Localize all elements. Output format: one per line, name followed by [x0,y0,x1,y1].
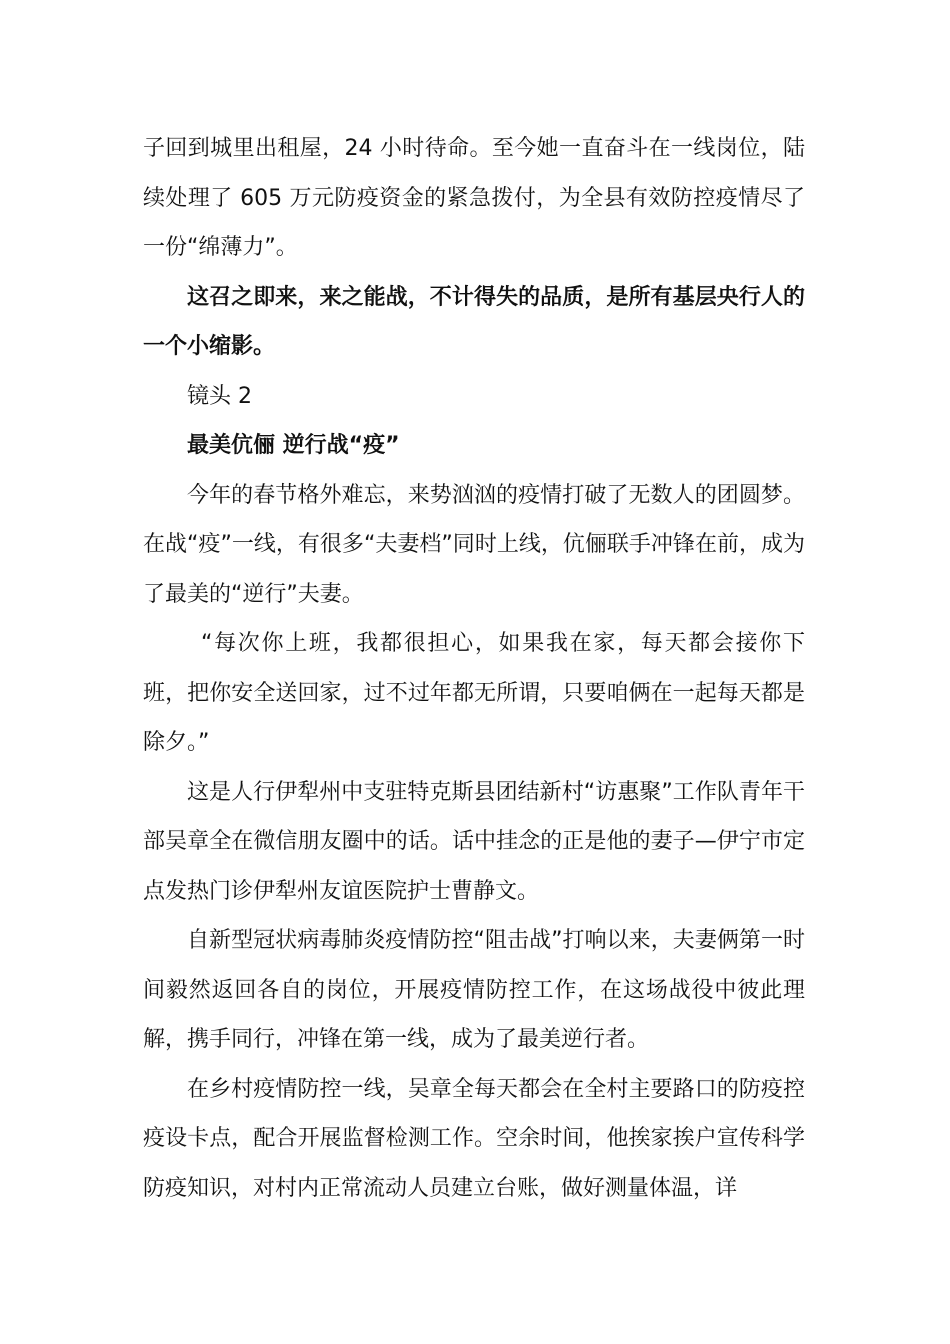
paragraph-source: 这是人行伊犁州中支驻特克斯县团结新村“访惠聚”工作队青年干部吴章全在微信朋友圈中的话。话中挂念的正是他的妻子—伊宁市定点发热门诊伊犁州友谊医院护士曹静文。 [143,779,805,904]
paragraph-response: 自新型冠状病毒肺炎疫情防控“阻击战”打响以来，夫妻俩第一时间毅然返回各自的岗位，开展疫情防控工作，在这场战役中彼此理解，携手同行，冲锋在第一线，成为了最美逆行者。 [143,928,805,1052]
section-heading: 最美伉俪 逆行战“疫” [187,433,400,458]
paragraph-bold-summary: 这召之即来，来之能战，不计得失的品质，是所有基层央行人的一个小缩影。 [143,284,805,359]
paragraph-intro: 今年的春节格外难忘，来势汹汹的疫情打破了无数人的团圆梦。在战“疫”一线，有很多“夫妻档”同时上线，伉俪联手冲锋在前，成为了最美的“逆行”夫妻。 [143,482,805,607]
paragraph-frontline: 在乡村疫情防控一线，吴章全每天都会在全村主要路口的防疫控疫设卡点，配合开展监督检测工作。空余时间，他挨家挨户宣传科学防疫知识，对村内正常流动人员建立台账，做好测量体温，详 [143,1076,805,1201]
paragraph-continued: 子回到城里出租屋，24 小时待命。至今她一直奋斗在一线岗位，陆续处理了 605 万元防疫资金的紧急拨付，为全县有效防控疫情尽了一份“绵薄力”。 [143,136,805,260]
section-label: 镜头 2 [187,383,252,409]
document-page [143,124,805,1213]
paragraph-quote: “每次你上班，我都很担心，如果我在家，每天都会接你下班，把你安全送回家，过不过年都无所谓，只要咱俩在一起每天都是除夕。” [143,631,805,755]
